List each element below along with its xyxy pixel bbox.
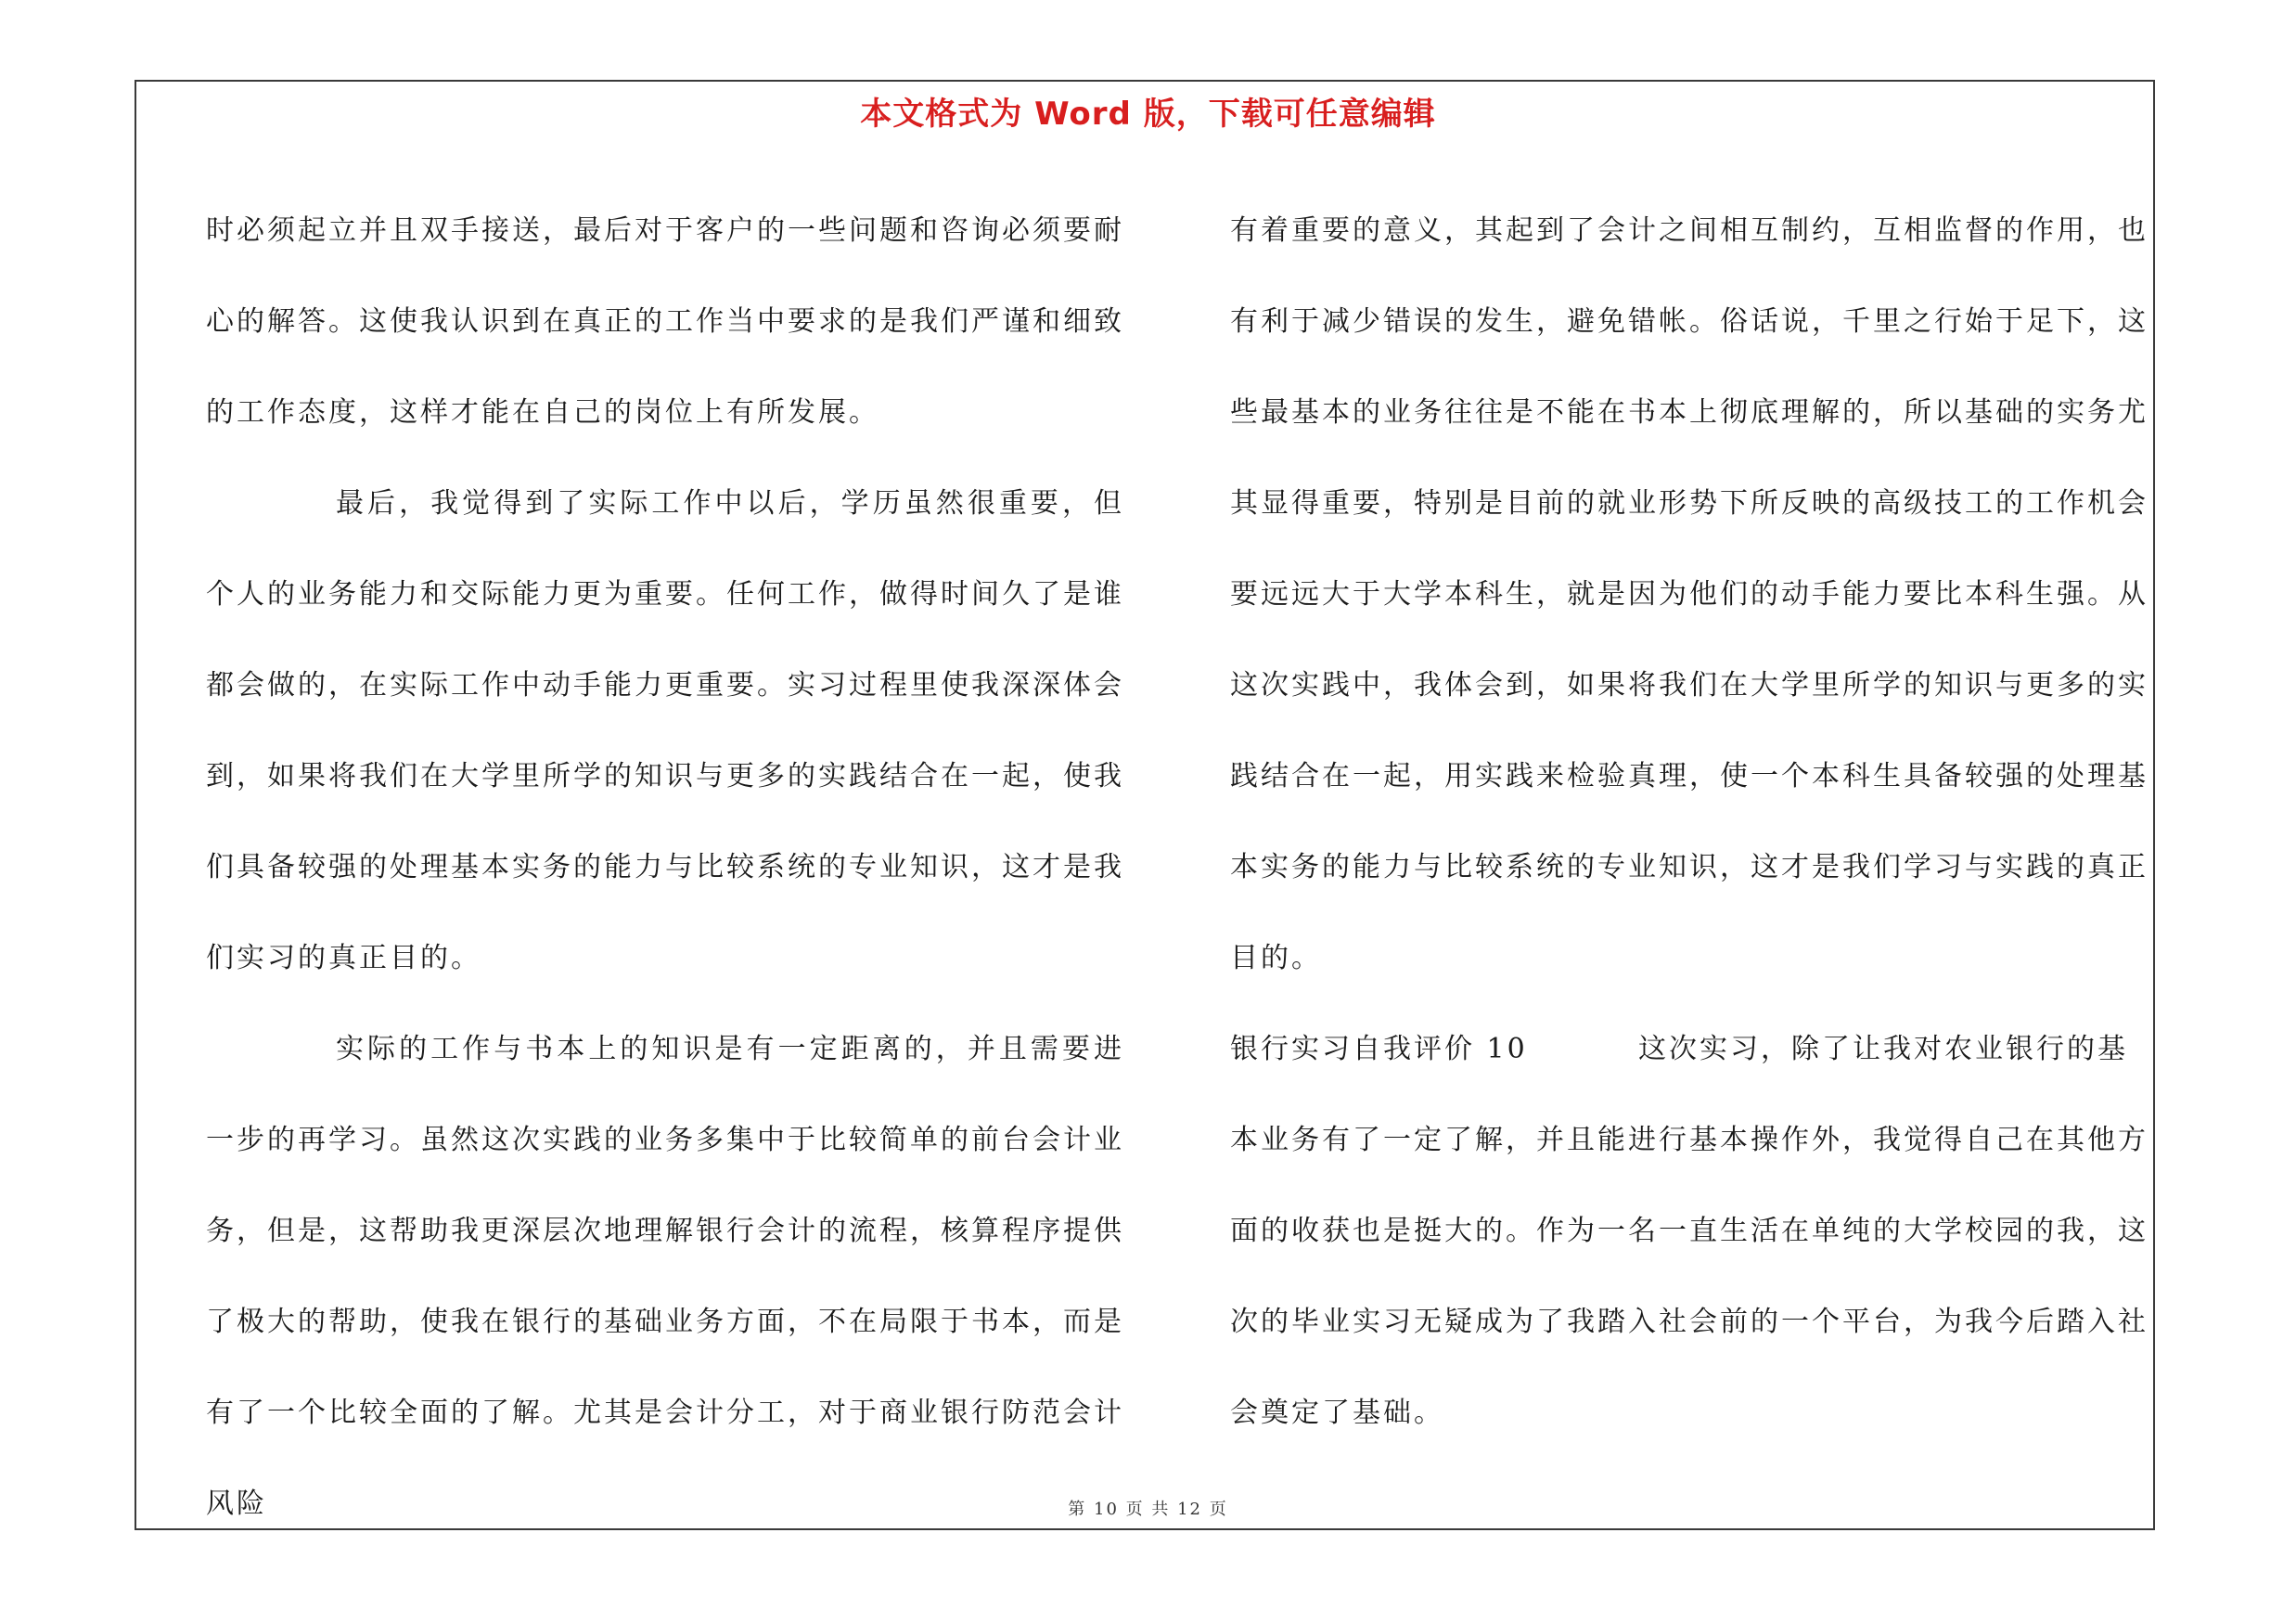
format-notice-banner: 本文格式为 Word 版，下载可任意编辑 (860, 96, 1436, 133)
section-first-line: 这次实习，除了让我对农业银行的基 (1638, 1033, 2128, 1065)
left-text-column (206, 186, 1124, 1550)
right-text-column (1230, 186, 2148, 1459)
section-heading: 银行实习自我评价 10 (1230, 1033, 1528, 1065)
paragraph: 本业务有了一定了解，并且能进行基本操作外，我觉得自己在其他方面的收获也是挺大的。作为一名一直生活在单纯的大学校园的我，这次的毕业实习无疑成为了我踏入社会前的一个平台，为我今后踏入社会奠定了基础。 (1230, 1124, 2148, 1429)
paragraph: 有着重要的意义，其起到了会计之间相互制约，互相监督的作用，也有利于减少错误的发生，避免错帐。俗话说，千里之行始于足下，这些最基本的业务往往是不能在书本上彻底理解的，所以基础的实务尤其显得重要，特别是目前的就业形势下所反映的高级技工的工作机会要远远大于大学本科生，就是因为他们的动手能力要比本科生强。从这次实践中，我体会到，如果将我们在大学里所学的知识与更多的实践结合在一起，用实践来检验真理，使一个本科生具备较强的处理基本实务的能力与比较系统的专业知识，这才是我们学习与实践的真正目的。 (1230, 214, 2148, 974)
paragraph: 最后，我觉得到了实际工作中以后，学历虽然很重要，但个人的业务能力和交际能力更为重要。任何工作，做得时间久了是谁都会做的，在实际工作中动手能力更重要。实习过程里使我深深体会到，如果将我们在大学里所学的知识与更多的实践结合在一起，使我们具备较强的处理基本实务的能力与比较系统的专业知识，这才是我们实习的真正目的。 (206, 487, 1124, 974)
page-number-footer: 第 10 页 共 12 页 (1068, 1500, 1228, 1519)
paragraph: 时必须起立并且双手接送，最后对于客户的一些问题和咨询必须要耐心的解答。这使我认识到在真正的工作当中要求的是我们严谨和细致的工作态度，这样才能在自己的岗位上有所发展。 (206, 214, 1124, 429)
paragraph: 实际的工作与书本上的知识是有一定距离的，并且需要进一步的再学习。虽然这次实践的业务多集中于比较简单的前台会计业务，但是，这帮助我更深层次地理解银行会计的流程，核算程序提供了极大的帮助，使我在银行的基础业务方面，不在局限于书本，而是有了一个比较全面的了解。尤其是会计分工，对于商业银行防范会计风险 (206, 1033, 1124, 1520)
section-start-line (1230, 1004, 2148, 1095)
